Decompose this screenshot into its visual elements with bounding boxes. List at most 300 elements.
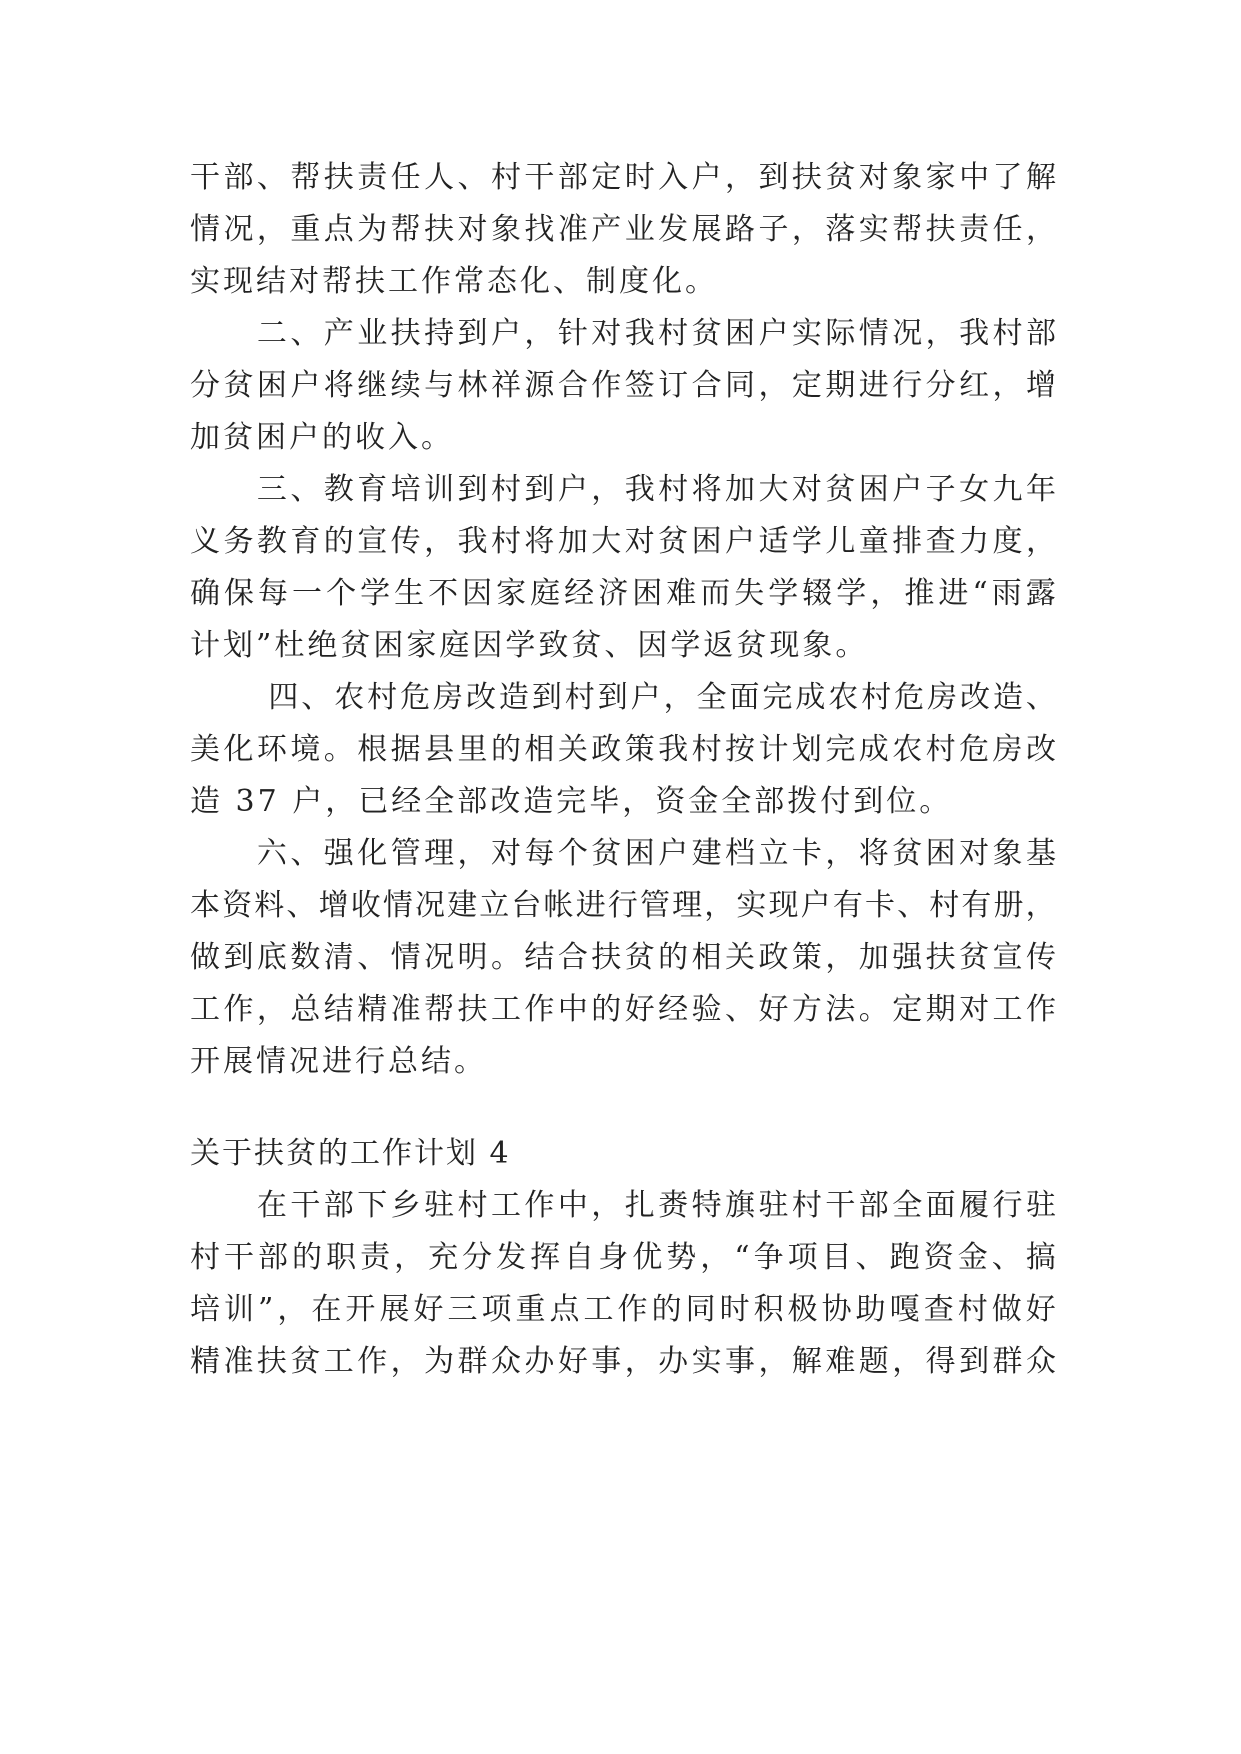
text-glyph: 针	[557, 316, 588, 351]
text-glyph: 实	[791, 316, 822, 351]
text-glyph: 到	[223, 940, 254, 975]
text-glyph: 村	[490, 472, 521, 507]
text-glyph: 办	[658, 1344, 689, 1379]
section-paragraph	[190, 1180, 1056, 1388]
text-glyph: 改	[960, 680, 991, 715]
text-glyph: 驻	[1025, 1188, 1056, 1223]
text-glyph: 祥	[490, 368, 521, 403]
text-glyph: 部	[1025, 316, 1056, 351]
text-glyph: 儿	[825, 524, 856, 559]
text-glyph: 群	[992, 1344, 1023, 1379]
text-glyph: 贫	[959, 940, 990, 975]
text-glyph: 准	[557, 212, 588, 247]
text-glyph: 的	[292, 1240, 323, 1275]
text-glyph: 台	[511, 888, 542, 923]
text-glyph: 大	[591, 524, 622, 559]
text-glyph: 按	[725, 732, 755, 767]
text-glyph: 好	[758, 992, 789, 1027]
text-glyph: 策	[791, 940, 822, 975]
text-glyph: 培	[390, 472, 421, 507]
text-glyph: 干	[290, 1188, 321, 1223]
text-glyph: 村	[490, 160, 521, 195]
text-glyph: 作	[591, 368, 622, 403]
text-glyph: 行	[992, 1188, 1023, 1223]
text-glyph: 充	[428, 1240, 459, 1275]
text-glyph: 资	[222, 888, 253, 923]
text-glyph: 好	[1025, 1292, 1056, 1327]
text-glyph: 点	[323, 212, 354, 247]
text-glyph: 九	[992, 472, 1023, 507]
text-glyph: 贫	[624, 940, 655, 975]
text-glyph: 帮	[892, 212, 923, 247]
text-glyph: ，	[700, 1240, 731, 1275]
text-glyph: 了	[992, 160, 1023, 195]
text-glyph: 管	[390, 836, 421, 871]
text-glyph: 经	[564, 576, 595, 611]
text-glyph: 同	[725, 368, 755, 403]
text-glyph: 事	[591, 1344, 622, 1379]
text-glyph: 底	[256, 940, 287, 975]
text-glyph: 、	[256, 160, 287, 195]
text-glyph: 宣	[992, 940, 1023, 975]
text-line-content: 计划”杜绝贫困家庭因学致贫、因学返贫现象。	[190, 628, 869, 663]
text-glyph: 、	[991, 1240, 1022, 1275]
text-glyph: 理	[672, 888, 703, 923]
text-glyph: 加	[557, 524, 588, 559]
text-glyph: 危	[400, 680, 431, 715]
paragraph-1	[190, 152, 1056, 308]
text-glyph: 扎	[624, 1188, 655, 1223]
text-glyph: 的	[490, 732, 521, 767]
text-line	[190, 828, 1056, 880]
text-glyph: 在	[311, 1292, 342, 1327]
text-glyph: 困	[691, 524, 722, 559]
text-glyph: 全	[892, 1188, 923, 1223]
paragraph-3	[190, 464, 1056, 672]
text-line	[190, 308, 1056, 360]
text-glyph: 分	[925, 368, 956, 403]
text-glyph: 农	[828, 680, 859, 715]
text-glyph: 、	[1025, 680, 1056, 715]
text-glyph: 挥	[530, 1240, 561, 1275]
text-glyph: 情	[190, 212, 220, 247]
text-glyph: 村	[957, 1292, 988, 1327]
text-glyph: 到	[457, 316, 488, 351]
text-glyph: 项	[481, 1292, 512, 1327]
section-spacer	[190, 1088, 1056, 1128]
text-glyph: 合	[557, 368, 588, 403]
text-glyph: 难	[825, 1344, 856, 1379]
text-glyph: 作	[524, 1188, 555, 1223]
text-glyph: 本	[190, 888, 220, 923]
text-glyph: 村	[190, 1240, 220, 1275]
text-glyph: 对	[959, 836, 990, 871]
text-glyph: 帮	[290, 160, 321, 195]
text-glyph: 村	[658, 316, 689, 351]
text-glyph: 精	[357, 992, 388, 1027]
text-glyph: ，	[277, 1292, 308, 1327]
text-glyph: 个	[557, 836, 588, 871]
text-glyph: 贫	[691, 316, 722, 351]
paragraph-2	[190, 308, 1056, 464]
text-glyph: 、	[725, 992, 755, 1027]
text-glyph: 签	[624, 368, 655, 403]
text-glyph: 际	[825, 316, 856, 351]
text-glyph	[223, 464, 253, 516]
text-glyph: 贫	[290, 1344, 321, 1379]
text-glyph: 到	[959, 1344, 990, 1379]
text-glyph: ，	[825, 836, 856, 871]
text-glyph: 时	[719, 1292, 750, 1327]
text-glyph: 排	[892, 524, 923, 559]
text-glyph: 驻	[758, 1188, 789, 1223]
text-glyph: 面	[925, 1188, 956, 1223]
text-glyph: 传	[390, 524, 421, 559]
text-glyph: 精	[190, 1344, 220, 1379]
text-glyph: 贫	[892, 836, 923, 871]
text-glyph: 收	[350, 888, 381, 923]
text-glyph: 到	[758, 160, 789, 195]
text-glyph: 解	[791, 1344, 822, 1379]
text-glyph: 、	[290, 316, 321, 351]
text-glyph: 村	[691, 732, 722, 767]
text-glyph: 三	[447, 1292, 478, 1327]
text-glyph: 确	[190, 576, 220, 611]
text-glyph: 房	[992, 732, 1023, 767]
text-glyph: 建	[447, 888, 478, 923]
text-glyph: 村	[861, 680, 892, 715]
text-glyph: ，	[424, 524, 455, 559]
text-glyph: 赉	[658, 1188, 689, 1223]
text-glyph: 路	[725, 212, 755, 247]
text-glyph: 我	[457, 524, 488, 559]
text-glyph: 强	[892, 940, 923, 975]
text-line	[190, 724, 1056, 776]
text-glyph: 点	[549, 1292, 580, 1327]
text-glyph: 困	[725, 316, 755, 351]
text-glyph: ，	[825, 940, 856, 975]
text-glyph: 势	[666, 1240, 697, 1275]
text-glyph: 林	[457, 368, 488, 403]
text-glyph: 定	[892, 992, 923, 1027]
text-glyph: 到	[531, 680, 562, 715]
text-glyph: 训	[424, 472, 455, 507]
text-glyph: ，	[925, 316, 956, 351]
text-glyph: “	[972, 576, 988, 611]
text-glyph: 房	[927, 680, 958, 715]
text-glyph: 持	[424, 316, 455, 351]
document-body	[190, 152, 1056, 1388]
text-glyph: 关	[725, 940, 755, 975]
text-glyph: 搞	[1025, 1240, 1056, 1275]
text-glyph: 行	[607, 888, 638, 923]
text-glyph: 产	[323, 316, 354, 351]
text-line	[190, 256, 1056, 308]
text-glyph: 法	[825, 992, 856, 1027]
text-glyph: 部	[223, 160, 254, 195]
text-glyph: 中	[557, 992, 588, 1027]
text-glyph: 教	[323, 472, 354, 507]
text-glyph: 适	[758, 524, 789, 559]
text-glyph: 干	[190, 160, 220, 195]
text-glyph: 的	[658, 940, 689, 975]
text-glyph	[223, 672, 253, 724]
text-glyph: 题	[858, 1344, 889, 1379]
text-glyph: 强	[323, 836, 354, 871]
text-glyph: 情	[382, 888, 413, 923]
text-glyph: ，	[758, 368, 789, 403]
text-glyph: 境	[290, 732, 321, 767]
text-glyph: ，	[394, 1240, 425, 1275]
text-glyph: 积	[753, 1292, 784, 1327]
text-glyph: 立	[758, 836, 789, 871]
text-glyph: 部	[858, 1188, 889, 1223]
text-glyph: 完	[762, 680, 793, 715]
text-glyph: 旗	[725, 1188, 755, 1223]
text-glyph: 户	[691, 160, 722, 195]
text-glyph: 中	[959, 160, 990, 195]
text-glyph	[190, 464, 220, 516]
text-glyph: 困	[925, 836, 956, 871]
text-glyph: 学	[360, 576, 391, 611]
text-glyph: 经	[658, 992, 689, 1027]
text-glyph: 、	[301, 680, 332, 715]
text-glyph: 训	[224, 1292, 255, 1327]
text-line	[190, 1180, 1056, 1232]
text-line	[190, 776, 1056, 828]
text-glyph: 的	[591, 992, 622, 1027]
text-glyph: 。	[490, 940, 521, 975]
text-glyph: 众	[1025, 1344, 1056, 1379]
text-glyph: 责	[357, 160, 388, 195]
text-glyph: 、	[855, 1240, 886, 1275]
text-glyph: 作	[1025, 992, 1056, 1027]
text-glyph: 将	[858, 836, 889, 871]
text-glyph: ，	[591, 1188, 622, 1223]
text-glyph: 准	[390, 992, 421, 1027]
text-glyph: 教	[256, 524, 287, 559]
text-glyph: 户	[758, 316, 789, 351]
text-glyph: 做	[991, 1292, 1022, 1327]
text-glyph: 解	[1025, 160, 1056, 195]
text-glyph: 而	[700, 576, 731, 611]
text-glyph: 户	[557, 472, 588, 507]
text-glyph: 农	[892, 732, 923, 767]
text-glyph: 结	[524, 940, 555, 975]
text-glyph: 、	[357, 940, 388, 975]
text-line	[190, 412, 1056, 464]
text-glyph: 基	[1025, 836, 1056, 871]
text-line	[190, 568, 1056, 620]
text-glyph: 扶	[256, 1344, 287, 1379]
text-glyph: 困	[858, 472, 889, 507]
text-glyph: 策	[624, 732, 655, 767]
text-glyph: 造	[992, 680, 1023, 715]
text-glyph: 金	[957, 1240, 988, 1275]
text-glyph: 。	[858, 992, 889, 1027]
text-glyph: 发	[658, 212, 689, 247]
text-glyph: 我	[658, 732, 689, 767]
text-glyph: 作	[223, 992, 254, 1027]
text-glyph: 家	[496, 576, 527, 611]
text-glyph: 户	[800, 888, 831, 923]
text-glyph: 乡	[390, 1188, 421, 1223]
text-glyph: 义	[190, 524, 220, 559]
text-glyph: 每	[524, 836, 555, 871]
text-glyph: 对	[490, 836, 521, 871]
text-glyph	[190, 828, 220, 880]
text-glyph: 现	[768, 888, 799, 923]
text-glyph: 有	[961, 888, 992, 923]
text-glyph: 相	[691, 940, 722, 975]
text-line	[190, 516, 1056, 568]
text-glyph: 相	[524, 732, 555, 767]
text-glyph: 扶	[457, 992, 488, 1027]
text-glyph	[190, 1180, 220, 1232]
text-glyph: 的	[323, 524, 354, 559]
text-glyph	[190, 308, 220, 360]
text-glyph: 作	[617, 1292, 648, 1327]
text-glyph: 特	[691, 1188, 722, 1223]
text-line	[190, 880, 1056, 932]
text-glyph: 关	[557, 732, 588, 767]
text-glyph: 红	[959, 368, 990, 403]
text-glyph: ，	[1025, 888, 1056, 923]
text-glyph: 入	[658, 160, 689, 195]
text-glyph: 极	[787, 1292, 818, 1327]
text-glyph: 准	[223, 1344, 254, 1379]
text-glyph: 与	[424, 368, 455, 403]
text-glyph	[223, 1180, 253, 1232]
text-glyph: 成	[858, 732, 889, 767]
text-glyph: 工	[992, 992, 1023, 1027]
paragraph-4	[190, 672, 1056, 828]
text-glyph: 的	[651, 1292, 682, 1327]
text-glyph: 房	[433, 680, 464, 715]
text-glyph: 我	[959, 316, 990, 351]
text-glyph: 中	[557, 1188, 588, 1223]
text-glyph: 合	[691, 368, 722, 403]
text-glyph: 农	[334, 680, 365, 715]
text-glyph: 保	[224, 576, 255, 611]
text-glyph: 清	[323, 940, 354, 975]
text-glyph: 造	[498, 680, 529, 715]
text-glyph: 扶	[791, 160, 822, 195]
text-glyph: 童	[858, 524, 889, 559]
text-glyph: 得	[925, 1344, 956, 1379]
text-glyph: 改	[465, 680, 496, 715]
text-glyph: 落	[825, 212, 856, 247]
text-glyph	[223, 308, 253, 360]
text-glyph: 度	[992, 524, 1023, 559]
paragraph-5	[190, 828, 1056, 1088]
text-glyph: 对	[591, 316, 622, 351]
text-glyph: 定	[591, 160, 622, 195]
text-glyph: 、	[290, 836, 321, 871]
text-glyph: 、	[290, 472, 321, 507]
text-glyph: 人	[424, 160, 455, 195]
text-glyph: 任	[992, 212, 1023, 247]
text-glyph: 方	[791, 992, 822, 1027]
text-glyph: ”	[258, 1292, 274, 1327]
text-glyph: 继	[357, 368, 388, 403]
text-glyph: ，	[791, 212, 822, 247]
text-line	[190, 932, 1056, 984]
text-glyph: 改	[1025, 732, 1056, 767]
text-glyph: 查	[925, 524, 956, 559]
section-heading: 关于扶贫的工作计划 4	[190, 1136, 511, 1171]
text-glyph: 优	[632, 1240, 663, 1275]
text-glyph: 进	[858, 368, 889, 403]
text-glyph: 验	[691, 992, 722, 1027]
text-glyph: 展	[691, 212, 722, 247]
text-glyph: 、	[286, 888, 317, 923]
text-glyph: 力	[959, 524, 990, 559]
text-glyph: 里	[457, 732, 488, 767]
text-glyph: ，	[663, 680, 694, 715]
text-glyph: 分	[190, 368, 220, 403]
text-glyph: 同	[685, 1292, 716, 1327]
text-line	[190, 204, 1056, 256]
text-glyph: 好	[557, 1344, 588, 1379]
text-line	[190, 984, 1056, 1036]
text-glyph: ，	[624, 1344, 655, 1379]
text-glyph: 对	[959, 992, 990, 1027]
text-glyph: 学	[836, 576, 867, 611]
text-glyph: 大	[758, 472, 789, 507]
text-line	[190, 672, 1056, 724]
text-glyph: 帮	[390, 212, 421, 247]
text-glyph: 部	[323, 1188, 354, 1223]
text-glyph: 做	[190, 940, 220, 975]
text-glyph: 成	[795, 680, 826, 715]
text-glyph: 村	[367, 680, 398, 715]
text-glyph: 重	[290, 212, 321, 247]
text-glyph: 村	[925, 732, 956, 767]
text-glyph: 助	[855, 1292, 886, 1327]
text-glyph: 业	[357, 316, 388, 351]
text-glyph: 生	[394, 576, 425, 611]
text-glyph: 子	[758, 212, 789, 247]
text-glyph: 跑	[889, 1240, 920, 1275]
text-glyph: 帮	[424, 992, 455, 1027]
text-glyph: 化	[223, 732, 254, 767]
text-glyph: ，	[758, 1344, 789, 1379]
text-glyph: ，	[1025, 524, 1056, 559]
text-glyph: 加	[725, 472, 755, 507]
text-glyph	[190, 672, 220, 724]
text-glyph: 册	[993, 888, 1024, 923]
text-glyph: 事	[725, 1344, 755, 1379]
text-glyph: ，	[892, 1344, 923, 1379]
text-glyph: 分	[462, 1240, 493, 1275]
text-glyph: 危	[959, 732, 990, 767]
text-glyph: 困	[632, 576, 663, 611]
text-glyph: 定	[791, 368, 822, 403]
text-glyph: 年	[1025, 472, 1056, 507]
text-glyph: 济	[598, 576, 629, 611]
text-glyph: 有	[832, 888, 863, 923]
text-glyph: 困	[256, 368, 287, 403]
text-glyph: 履	[959, 1188, 990, 1223]
text-glyph: 情	[390, 940, 421, 975]
text-glyph: 源	[524, 368, 555, 403]
text-glyph: 明	[457, 940, 488, 975]
text-glyph: 扶	[925, 940, 956, 975]
text-glyph: 根	[357, 732, 388, 767]
text-glyph: 村	[992, 316, 1023, 351]
text-glyph: 四	[268, 680, 299, 715]
